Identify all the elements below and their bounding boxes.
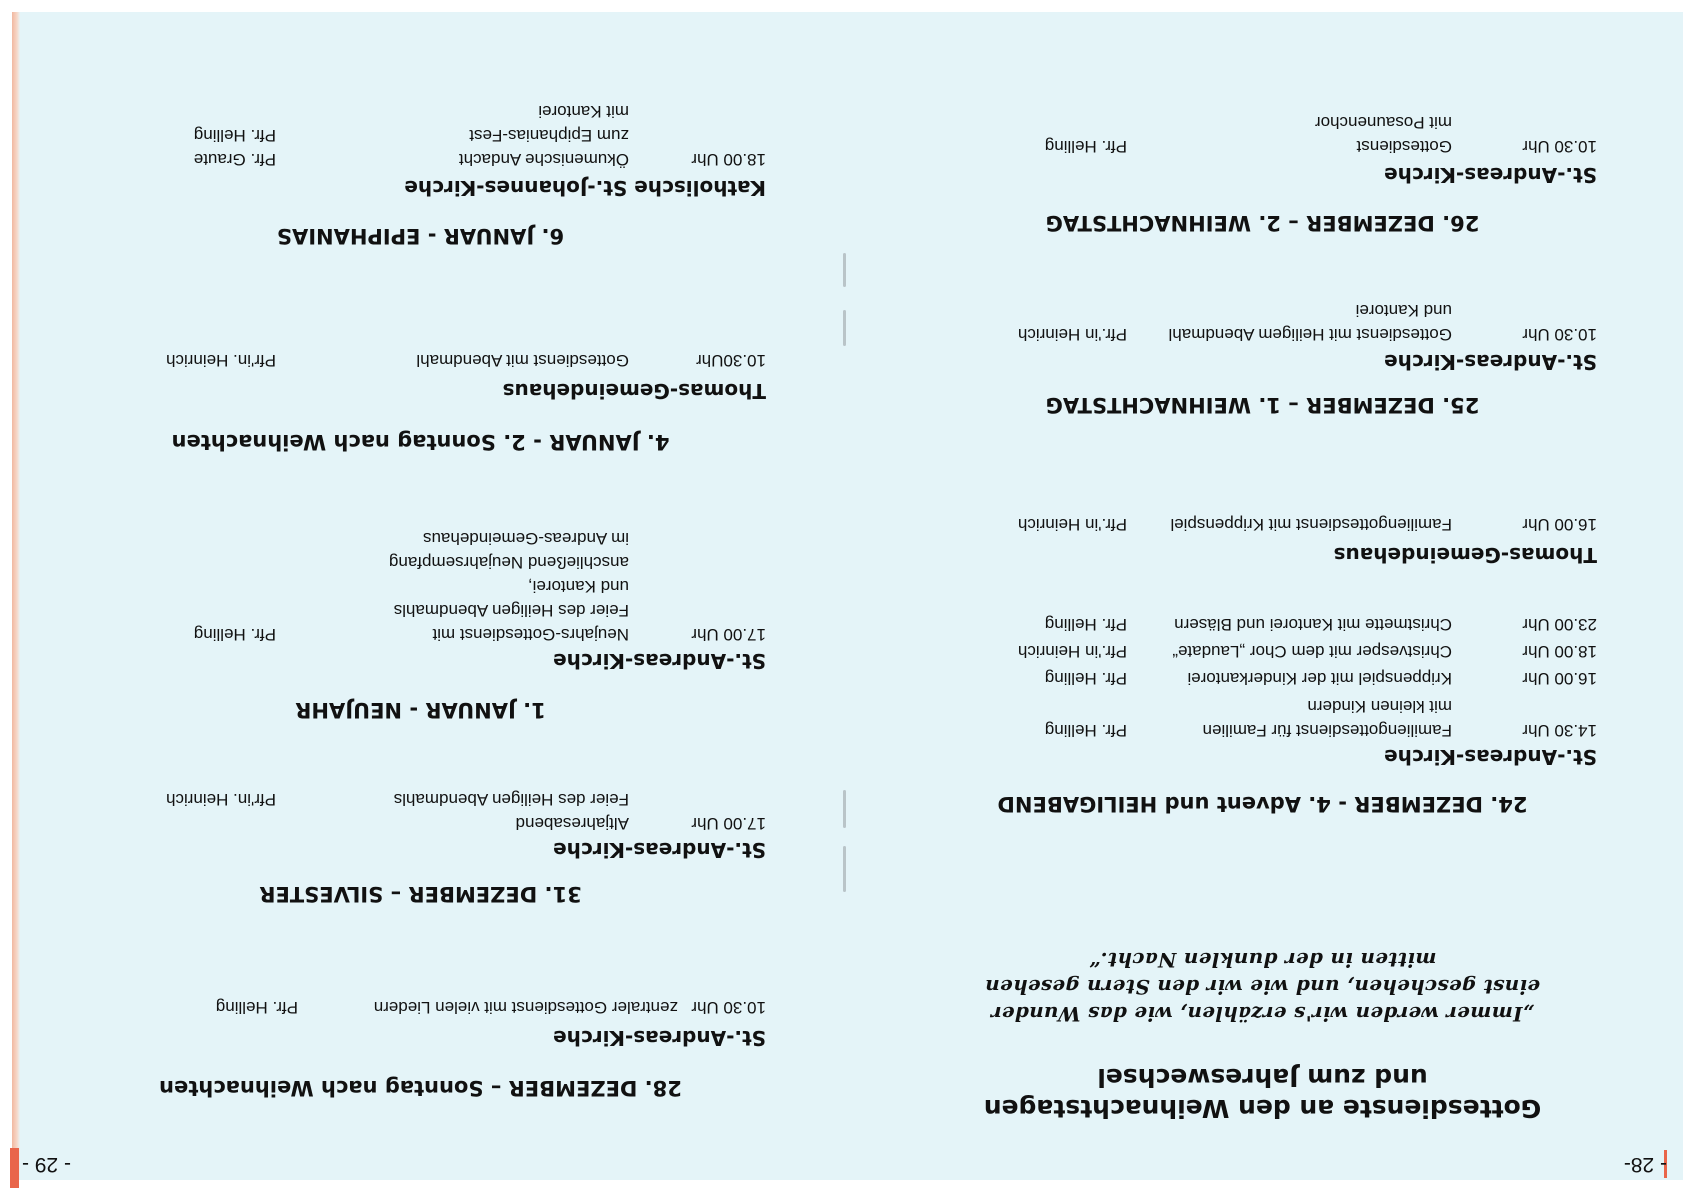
service-pastor: Pfr.'in Heinrich <box>1017 325 1127 344</box>
service-time: 16.00 Uhr <box>1522 515 1597 534</box>
service-pastor: Pfr. Helling <box>215 998 298 1017</box>
service-time: 18.00 Uhr <box>1522 642 1597 661</box>
service-time: 23.00 Uhr <box>1522 615 1597 634</box>
service-pastor: Pfr. Helling <box>193 625 276 644</box>
location-heading: Katholische St.-Johannes-Kirche <box>404 176 766 200</box>
location-heading: Thomas-Gemeindehaus <box>502 379 766 403</box>
service-description: Krippenspiel mit der Kinderkantorei <box>1187 669 1452 688</box>
service-description: Gottesdienst mit Abendmahl <box>416 351 629 370</box>
day-heading: 31. DEZEMBER – SILVESTER <box>259 882 582 906</box>
service-time: 17.00 Uhr <box>691 625 766 644</box>
service-time: 10.30 Uhr <box>691 998 766 1017</box>
page-number: - 29 - <box>21 1153 71 1176</box>
service-time: 10.30 Uhr <box>1522 137 1597 156</box>
quote-line: einst geschehen, und wie wir den Stern gesehen <box>984 975 1541 999</box>
service-description: Gottesdienst mit Posaunenchor <box>1314 113 1452 156</box>
service-entry <box>66 522 766 646</box>
service-entry <box>66 97 766 171</box>
service-description: Gottesdienst mit Heiligem Abendmahl und Kantorei <box>1168 301 1452 344</box>
quote-line: „Immer werden wir's erzählen, wie das Wunder <box>990 1002 1535 1026</box>
quote-line: mitten in der dunklen Nacht.“ <box>1088 948 1437 972</box>
day-heading: 25. DEZEMBER – 1. WEIHNACHTSTAG <box>1045 393 1480 417</box>
service-entry <box>917 296 1597 346</box>
service-pastor: Pfr. Helling <box>1044 137 1127 156</box>
service-pastor: Pfr'in. Heinrich <box>165 790 276 809</box>
service-time: 10.30 Uhr <box>1522 325 1597 344</box>
location-heading: St.-Andreas-Kirche <box>553 838 766 862</box>
service-pastor: Pfr. Graute Pfr. Helling <box>193 126 276 169</box>
day-heading: 1. JANUAR - NEUJAHR <box>295 698 546 722</box>
service-pastor: Pfr. Helling <box>1044 721 1127 740</box>
service-description: Familiengottesdienst für Familien mit kleinen Kindern <box>1202 697 1452 740</box>
location-heading: Thomas-Gemeindehaus <box>1333 543 1597 567</box>
service-time: 16.00 Uhr <box>1522 669 1597 688</box>
day-heading: 6. JANUAR - EPIPHANIAS <box>276 224 565 248</box>
service-entry <box>917 612 1597 636</box>
service-description: Neujahrs-Gottesdienst mit Feier des Heiligen Abendmahls und Kantorei, anschließend Neujahrsempfang im Andreas-Gemeindehaus <box>388 529 629 644</box>
page-28 <box>842 0 1683 1190</box>
day-heading: 24. DEZEMBER - 4. Advent und HEILIGABEND <box>997 792 1528 816</box>
day-heading: 26. DEZEMBER – 2. WEIHNACHTSTAG <box>1045 211 1480 235</box>
service-description: Familiengottesdienst mit Krippenspiel <box>1170 515 1452 534</box>
service-pastor: Pfr. Helling <box>1044 615 1127 634</box>
location-heading: St.-Andreas-Kirche <box>1384 745 1597 769</box>
service-entry <box>66 348 766 372</box>
page-title: Gottesdienste an den Weihnachtstagen <box>983 1094 1542 1123</box>
service-description: zentraler Gottesdienst mit vielen Liedern <box>373 998 678 1017</box>
service-entry <box>66 995 766 1019</box>
page-subtitle: und zum Jahreswechsel <box>1097 1063 1428 1092</box>
location-heading: St.-Andreas-Kirche <box>1384 350 1597 374</box>
service-time: 18.00 Uhr <box>691 150 766 169</box>
service-description: Altjahresabend Feier des Heiligen Abendmahls <box>393 790 629 833</box>
location-heading: St.-Andreas-Kirche <box>1384 163 1597 187</box>
service-time: 14.30 Uhr <box>1522 721 1597 740</box>
service-entry <box>66 785 766 835</box>
service-time: 17.00 Uhr <box>691 814 766 833</box>
page-29 <box>0 0 841 1190</box>
service-entry <box>917 666 1597 690</box>
day-heading: 28. DEZEMBER – Sonntag nach Weihnachten <box>159 1076 682 1100</box>
day-heading: 4. JANUAR - 2. Sonntag nach Weihnachten <box>171 430 670 454</box>
service-entry <box>917 639 1597 663</box>
service-description: Ökumenische Andacht zum Epiphanias-Fest mit Kantorei <box>458 102 629 169</box>
service-entry <box>917 512 1597 536</box>
location-heading: St.-Andreas-Kirche <box>553 1026 766 1050</box>
service-pastor: Pfr'in. Heinrich <box>165 351 276 370</box>
service-pastor: Pfr.'in Heinrich <box>1017 515 1127 534</box>
service-pastor: Pfr.'in Heinrich <box>1017 642 1127 661</box>
page-number: - 28- <box>1623 1153 1667 1176</box>
location-heading: St.-Andreas-Kirche <box>553 649 766 673</box>
service-description: Christvesper mit dem Chor „Laudate“ <box>1172 642 1452 661</box>
service-description: Christmette mit Kantorei und Bläsern <box>1174 615 1452 634</box>
service-pastor: Pfr. Helling <box>1044 669 1127 688</box>
service-entry <box>917 108 1597 158</box>
service-time: 10.30Uhr <box>696 351 766 370</box>
service-entry <box>917 692 1597 742</box>
